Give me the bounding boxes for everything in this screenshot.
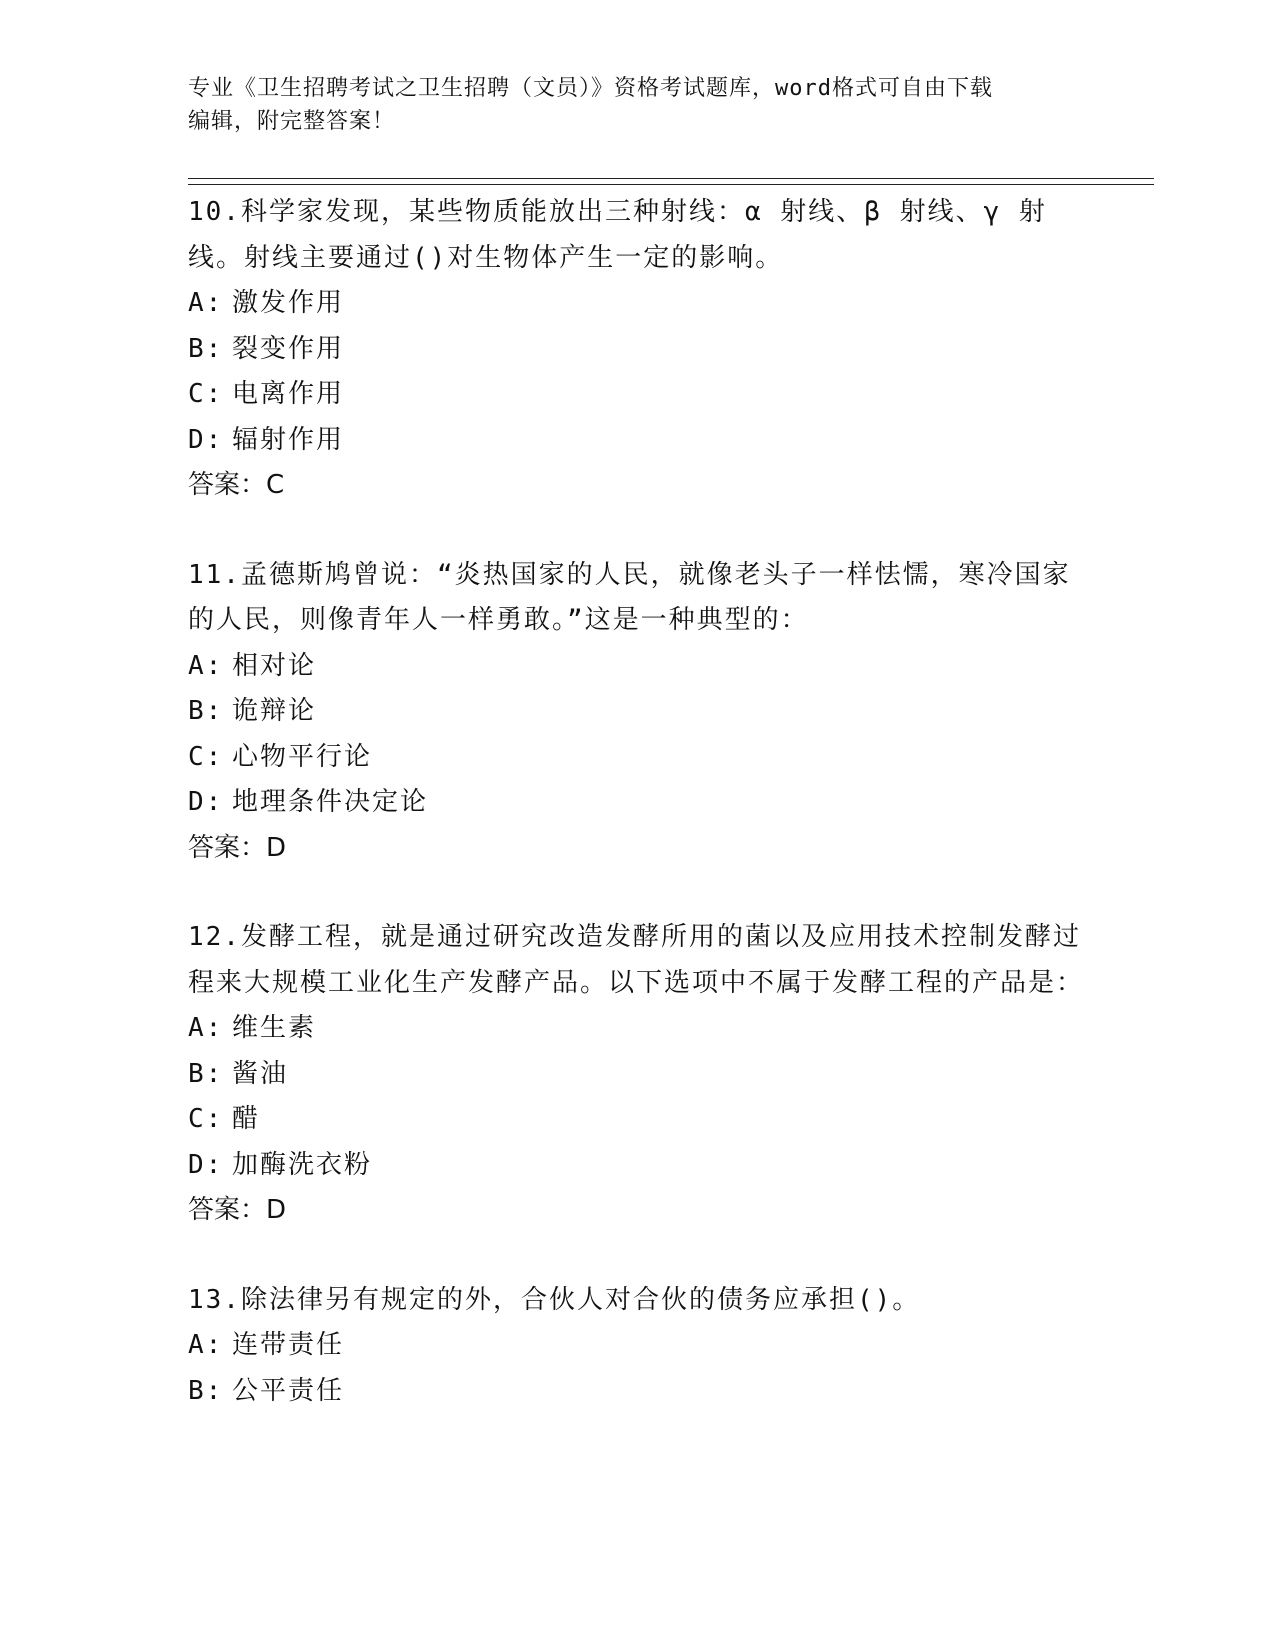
option-text: 连带责任 — [232, 1330, 345, 1360]
question-text: 11.孟德斯鸠曾说：“炎热国家的人民，就像老头子一样怯懦，寒冷国家的人民，则像青年人一样勇敢。”这是一种典型的： — [188, 559, 1071, 635]
header-line-1: 专业《卫生招聘考试之卫生招聘（文员）》资格考试题库，word格式可自由下载 — [188, 76, 993, 101]
option-key: C: — [188, 379, 224, 409]
option-key: D: — [188, 1149, 224, 1180]
option-d — [188, 1143, 1088, 1189]
option-key: C: — [188, 741, 224, 772]
header-divider-top — [188, 178, 1154, 179]
option-c — [188, 372, 1088, 418]
question-10 — [188, 190, 1088, 509]
option-key: A: — [188, 1330, 224, 1360]
option-c — [188, 1097, 1088, 1143]
option-d — [188, 418, 1088, 464]
option-text: 诡辩论 — [232, 696, 317, 726]
option-d — [188, 780, 1088, 826]
question-11 — [188, 553, 1088, 872]
header-divider-bottom — [188, 184, 1154, 185]
question-text: 10.科学家发现，某些物质能放出三种射线：α 射线、β 射线、γ 射线。射线主要通过()对生物体产生一定的影响。 — [188, 197, 1047, 273]
option-b — [188, 689, 1088, 735]
option-text: 加酶洗衣粉 — [232, 1149, 373, 1180]
header-line-2: 编辑，附完整答案！ — [188, 109, 396, 134]
option-key: D: — [188, 787, 224, 817]
question-12 — [188, 915, 1088, 1234]
question-text: 12.发酵工程，就是通过研究改造发酵所用的菌以及应用技术控制发酵过程来大规模工业化生产发酵产品。以下选项中不属于发酵工程的产品是： — [188, 922, 1085, 998]
answer-line: 答案：D — [188, 832, 287, 863]
option-key: A: — [188, 650, 224, 681]
option-key: B: — [188, 1058, 224, 1089]
option-text: 维生素 — [232, 1013, 317, 1043]
option-a — [188, 281, 1088, 327]
option-key: C: — [188, 1104, 224, 1134]
answer-line: 答案：D — [188, 1195, 287, 1225]
option-text: 相对论 — [232, 650, 317, 681]
option-text: 辐射作用 — [232, 424, 345, 455]
option-key: A: — [188, 288, 224, 318]
option-text: 公平责任 — [232, 1375, 345, 1406]
option-text: 心物平行论 — [232, 741, 373, 772]
option-c — [188, 735, 1088, 781]
question-text: 13.除法律另有规定的外，合伙人对合伙的债务应承担()。 — [188, 1284, 921, 1315]
option-text: 激发作用 — [232, 288, 345, 318]
option-text: 裂变作用 — [232, 333, 345, 364]
option-a — [188, 644, 1088, 690]
answer-line: 答案：C — [188, 470, 285, 500]
option-text: 醋 — [232, 1104, 261, 1134]
question-list — [188, 190, 1088, 1458]
option-text: 酱油 — [232, 1058, 289, 1089]
option-a — [188, 1323, 1088, 1369]
option-b — [188, 1369, 1088, 1415]
option-key: B: — [188, 696, 224, 726]
option-key: B: — [188, 333, 224, 364]
option-key: D: — [188, 424, 224, 455]
option-a — [188, 1006, 1088, 1052]
option-key: B: — [188, 1375, 224, 1406]
option-text: 电离作用 — [232, 379, 345, 409]
option-key: A: — [188, 1013, 224, 1043]
option-b — [188, 1052, 1088, 1098]
question-13 — [188, 1278, 1088, 1415]
option-text: 地理条件决定论 — [232, 787, 429, 817]
document-header — [188, 72, 1068, 138]
option-b — [188, 327, 1088, 373]
